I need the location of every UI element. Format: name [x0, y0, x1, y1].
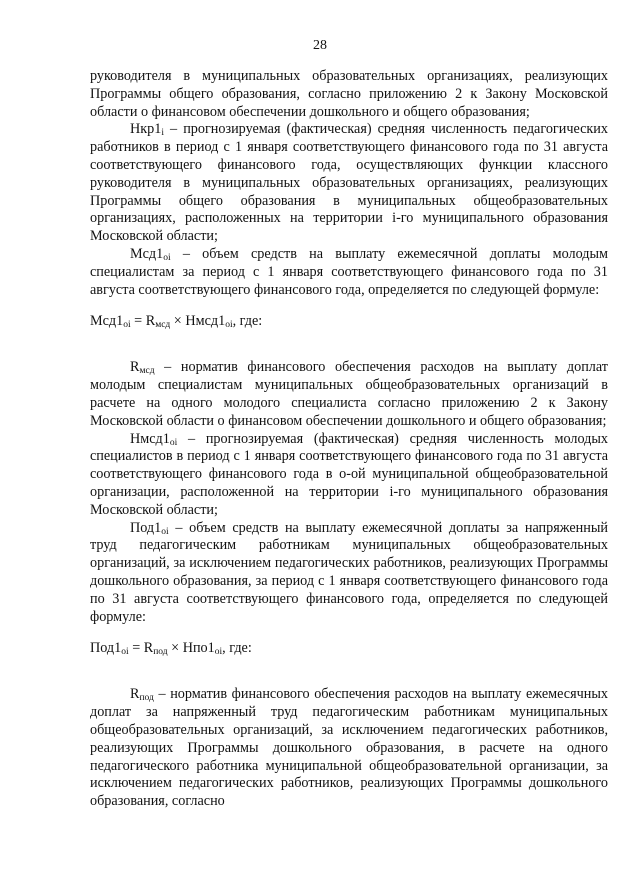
formula-pod1-multiplier: × Нпо1	[167, 640, 215, 657]
paragraph-1: руководителя в муниципальных образовательных организациях, реализующих Программы общего образования, согласно приложению 2 к Закону Московской области о финансовом обеспечении дошкольного и общего образования;	[90, 68, 608, 120]
paragraph-rpod-text: – норматив финансового обеспечения расходов на выплату ежемесячных доплат за напряженный труд педагогическим работникам муниципальных общеобразовательных организаций, за исключением педагогических работников, реализующих Программы дошкольного образования, в расчете на одного педагогического работника муниципальной общеобразовательной организации, за исключением педагогических работников, реализующих Программы дошкольного образования, согласно	[90, 686, 608, 810]
paragraph-nmsd1-text: – прогнозируемая (фактическая) средняя численность молодых специалистов в период с 1 января соответствующего финансового года по 31 августа соответствующего финансового года в o-ой муниципальной общеобразовательной организации, расположенной на территории i-го муниципального образования Московской области;	[90, 430, 608, 518]
formula-pod1-lhs-subscript: oi	[121, 647, 129, 658]
symbol-rmsd-subscript: мсд	[139, 366, 155, 377]
page-number: 28	[313, 38, 327, 53]
formula-msd1-equals: = R	[130, 313, 156, 330]
document-body	[90, 68, 608, 811]
paragraph-msd1	[90, 246, 608, 299]
formula-pod1-multiplier-subscript: oi	[214, 647, 223, 658]
formula-msd1-multiplier: × Нмсд1	[170, 313, 226, 330]
paragraph-nkr1	[90, 121, 608, 246]
formula-pod1-equals: = R	[128, 640, 154, 657]
paragraph-nkr1-text: – прогнозируемая (фактическая) средняя численность педагогических работников в период с 1 января соответствующего финансового года по 31 августа соответствующего финансового года, осуществляющих функции классного руководителя в муниципальных образовательных организациях, реализующих Программы общего образования в муниципальных общеобразовательных организациях, расположенных на территории i-го муниципального образования Московской области;	[90, 121, 608, 245]
symbol-pod1-subscript: oi	[161, 526, 169, 537]
formula-msd1-lhs: Мсд1	[90, 313, 124, 330]
symbol-msd1-subscript: oi	[163, 252, 171, 263]
formula-msd1-r-subscript: мсд	[155, 320, 171, 331]
symbol-pod1: Под1	[130, 519, 162, 536]
paragraph-rpod	[90, 686, 608, 811]
formula-pod1	[90, 638, 608, 658]
symbol-rpod: R	[130, 686, 140, 703]
paragraph-rmsd	[90, 359, 608, 430]
symbol-rpod-subscript: под	[139, 693, 154, 704]
paragraph-msd1-text: – объем средств на выплату ежемесячной доплаты молодым специалистам за период с 1 января соответствующего финансового года по 31 августа соответствующего финансового года, определяется по следующей формуле:	[90, 245, 608, 298]
symbol-nkr1: Нкр1	[130, 121, 162, 138]
paragraph-pod1	[90, 520, 608, 627]
symbol-msd1: Мсд1	[130, 245, 164, 262]
formula-pod1-r-subscript: под	[153, 647, 168, 658]
formula-msd1-tail: , где:	[232, 313, 263, 330]
symbol-nmsd1-subscript: oi	[169, 437, 178, 448]
formula-msd1	[90, 311, 608, 331]
formula-msd1-lhs-subscript: oi	[123, 320, 131, 331]
symbol-nkr1-subscript: i	[161, 128, 164, 139]
symbol-nmsd1: Нмсд1	[130, 430, 170, 447]
formula-pod1-tail: , где:	[222, 640, 252, 657]
paragraph-nmsd1	[90, 431, 608, 520]
paragraph-rmsd-text: – норматив финансового обеспечения расходов на выплату доплат молодым специалистам муниципальных общеобразовательных организаций в расчете на одного молодого специалиста согласно приложению 2 к Закону Московской области о финансовом обеспечении дошкольного и общего образования;	[90, 359, 608, 429]
paragraph-pod1-text: – объем средств на выплату ежемесячной доплаты за напряженный труд педагогическим работникам муниципальных общеобразовательных организаций, за исключением педагогических работников, реализующих Программы дошкольного образования, за период с 1 января соответствующего финансового года по 31 августа соответствующего финансового года, определяется по следующей формуле:	[90, 519, 608, 625]
symbol-rmsd: R	[130, 359, 140, 376]
formula-msd1-multiplier-subscript: oi	[225, 320, 233, 331]
formula-pod1-lhs: Под1	[90, 640, 122, 657]
